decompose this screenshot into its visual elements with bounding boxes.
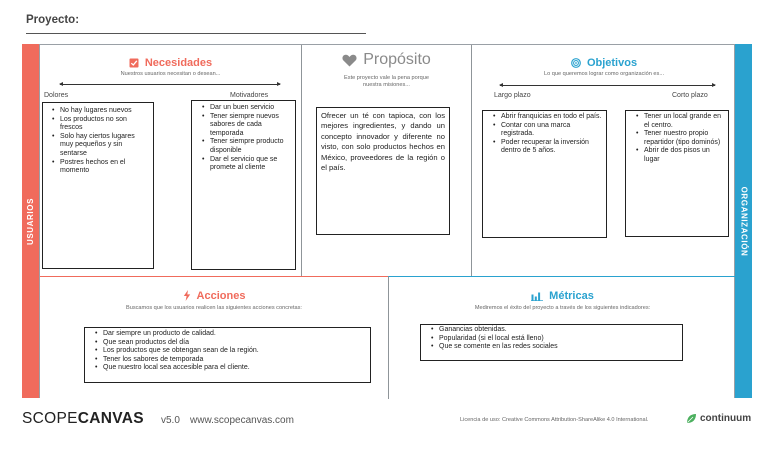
list-item: • Dar el servicio que se promete al cliente bbox=[202, 156, 291, 173]
dolores-motivadores-axis bbox=[60, 84, 280, 85]
largo-corto-axis bbox=[500, 85, 715, 86]
necesidades-subtitle: Nuestros usuarios necesitan o desean... bbox=[120, 71, 221, 77]
dolores-box[interactable] bbox=[42, 102, 154, 269]
proposito-subtitle-line-1: Este proyecto vale la pena porque bbox=[344, 75, 429, 81]
list-item: • Que sean productos del día bbox=[95, 339, 366, 348]
objetivos-subtitle: Lo que queremos lograr como organización es... bbox=[543, 71, 665, 77]
objetivos-title: Objetivos bbox=[586, 57, 638, 69]
heart-icon bbox=[342, 54, 357, 67]
list-item: • Tener siempre nuevos sabores de cada temporada bbox=[202, 113, 291, 139]
website-link[interactable]: www.scopecanvas.com bbox=[190, 415, 294, 426]
proposito-section bbox=[301, 45, 471, 276]
users-side-bar bbox=[22, 44, 39, 398]
list-item: • Abrir de dos pisos un lugar bbox=[636, 147, 724, 164]
list-item: • Solo hay ciertos lugares muy pequeños y sin sentarse bbox=[52, 133, 149, 159]
proposito-subtitle-line-2: nuestra misiones... bbox=[363, 81, 410, 88]
license-text: Licencia de uso: Creative Commons Attribution-ShareAlike 4.0 International. bbox=[460, 417, 649, 423]
proposito-heading bbox=[342, 51, 431, 69]
checkbox-icon bbox=[129, 58, 139, 68]
metricas-title: Métricas bbox=[549, 290, 594, 302]
dolores-label: Dolores bbox=[44, 92, 69, 99]
metricas-heading bbox=[531, 290, 594, 302]
project-label: Proyecto: bbox=[26, 14, 80, 26]
list-item: • Dar siempre un producto de calidad. bbox=[95, 330, 366, 339]
proposito-text: Ofrecer un té con tapioca, con los mejores ingredientes, y dando un concepto innovador y diferente no visto, con solo productos hechos en México, proveedores de la región o el país. bbox=[321, 111, 445, 173]
list-item: • Contar con una marca registrada. bbox=[493, 122, 602, 139]
necesidades-heading bbox=[129, 57, 212, 69]
corto-plazo-box[interactable] bbox=[625, 110, 729, 237]
corto-plazo-label: Corto plazo bbox=[672, 92, 708, 99]
objetivos-section bbox=[471, 45, 736, 276]
list-item: • Abrir franquicias en todo el país. bbox=[493, 113, 602, 122]
necesidades-section bbox=[40, 45, 301, 276]
list-item: • Que se comente en las redes sociales bbox=[431, 343, 678, 352]
metricas-box[interactable] bbox=[420, 324, 683, 361]
list-item: • Los productos que se obtengan sean de la región. bbox=[95, 347, 366, 356]
list-item: • Tener siempre producto disponible bbox=[202, 138, 291, 155]
proposito-title: Propósito bbox=[363, 51, 431, 68]
list-item: • Poder recuperar la inversión dentro de 5 años. bbox=[493, 139, 602, 156]
list-item: • Tener los sabores de temporada bbox=[95, 356, 366, 365]
acciones-box[interactable] bbox=[84, 327, 371, 383]
version-label: v5.0 bbox=[161, 415, 180, 426]
list-item: • Postres hechos en el momento bbox=[52, 159, 149, 176]
scope-canvas bbox=[39, 44, 735, 398]
list-item: • Tener un local grande en el centro. bbox=[636, 113, 724, 130]
acciones-section bbox=[40, 276, 388, 399]
motivadores-label: Motivadores bbox=[230, 92, 269, 99]
organization-side-label: ORGANIZACIÓN bbox=[739, 186, 748, 256]
organization-side-bar bbox=[735, 44, 752, 398]
metricas-section bbox=[388, 276, 736, 399]
logo-light-text: SCOPE bbox=[22, 410, 78, 427]
bar-chart-icon bbox=[531, 291, 543, 301]
list-item: • Ganancias obtenidas. bbox=[431, 326, 678, 335]
leaf-icon bbox=[686, 413, 697, 424]
continuum-text: continuum bbox=[700, 413, 752, 424]
list-item: • Dar un buen servicio bbox=[202, 104, 291, 113]
logo-bold-text: CANVAS bbox=[77, 410, 144, 427]
largo-plazo-box[interactable] bbox=[482, 110, 607, 238]
proposito-box[interactable] bbox=[316, 107, 450, 235]
list-item: • Tener nuestro propio repartidor (tipo dominós) bbox=[636, 130, 724, 147]
metricas-subtitle: Mediremos el éxito del proyecto a través de los siguientes indicadores: bbox=[474, 305, 651, 311]
target-icon bbox=[571, 58, 581, 68]
largo-plazo-label: Largo plazo bbox=[494, 92, 531, 99]
list-item: • No hay lugares nuevos bbox=[52, 107, 149, 116]
list-item: • Popularidad (si el local está lleno) bbox=[431, 335, 678, 344]
continuum-brand bbox=[686, 413, 751, 424]
scopecanvas-logo bbox=[22, 410, 144, 428]
lightning-icon bbox=[183, 290, 191, 301]
motivadores-box[interactable] bbox=[191, 100, 296, 270]
list-item: • Que nuestro local sea accesible para el cliente. bbox=[95, 364, 366, 373]
list-item: • Los productos no son frescos bbox=[52, 116, 149, 133]
project-name-line[interactable] bbox=[26, 33, 366, 34]
users-side-label: USUARIOS bbox=[26, 197, 35, 245]
acciones-title: Acciones bbox=[196, 289, 246, 302]
acciones-subtitle: Buscamos que los usuarios realicen las siguientes acciones concretas: bbox=[126, 305, 302, 311]
necesidades-title: Necesidades bbox=[144, 57, 213, 69]
objetivos-heading bbox=[571, 57, 637, 69]
acciones-heading bbox=[183, 290, 246, 302]
